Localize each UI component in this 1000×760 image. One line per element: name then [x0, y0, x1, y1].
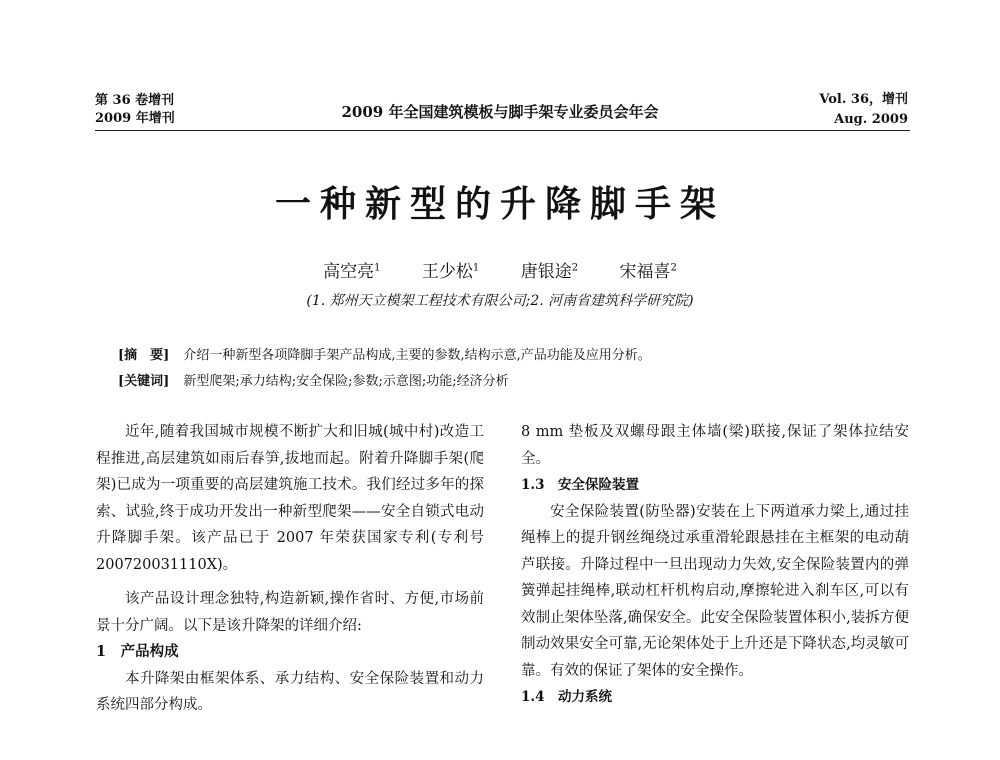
abstract-label: [摘 要] — [118, 348, 170, 363]
date-label-en: Aug. 2009 — [834, 112, 908, 127]
author: 高空亮$^1$ — [323, 262, 381, 282]
paragraph: 8 mm 垫板及双螺母跟主体墙(梁)联接,保证了架体拉结安全。 — [521, 424, 909, 467]
paragraph: 安全保险装置(防坠器)安装在上下两道承力梁上,通过挂绳棒上的提升钢丝绳绕过承重滑轮跟悬挂在主框架的电动葫芦联接。升降过程中一旦出现动力失效,安全保险装置内的弹簧弹起挂绳棒,联动杠杆机构启动,摩擦轮进入刹车区,可以有效制止架体坠落,确保安全。此安全保险装置体积小,装拆方便制动效果安全可靠,无论架体处于上升还是下降状态,均灵敏可靠。有效的保证了架体的安全操作。 — [521, 503, 909, 679]
conference-title: 2009 年全国建筑模板与脚手架专业委员会年会 — [341, 103, 659, 121]
paper-title: 一种新型的升降脚手架 — [274, 183, 725, 225]
affiliation: (1. 郑州天立模架工程技术有限公司;2. 河南省建筑科学研究院) — [306, 293, 694, 309]
author-list — [0, 257, 1000, 282]
keywords-text: 新型爬架;承力结构;安全保险;参数;示意图;功能;经济分析 — [183, 374, 509, 389]
abstract — [118, 344, 651, 363]
paragraph: 近年,随着我国城市规模不断扩大和旧城(城中村)改造工程推进,高层建筑如雨后春笋,拔地而起。附着升降脚手架(爬架)已成为一项重要的高层建筑施工技术。我们经过多年的探索、试验,终于成功开发出一种新型爬架——安全自锁式电动升降脚手架。该产品已于 2007 年荣获国家专利(专利号 200720031110X)。 — [96, 424, 484, 573]
abstract-text: 介绍一种新型各项降脚手架产品构成,主要的参数,结构示意,产品功能及应用分析。 — [183, 348, 651, 363]
paragraph: 本升降架由框架体系、承力结构、安全保险装置和动力系统四部分构成。 — [96, 670, 484, 713]
subsection-heading: 1.4 动力系统 — [521, 689, 612, 705]
volume-label: 第 36 卷增刊 — [95, 93, 175, 108]
keywords-label: [关键词] — [118, 374, 170, 389]
right-column — [521, 419, 909, 711]
paragraph: 该产品设计理念独特,构造新颖,操作省时、方便,市场前景十分广阔。以下是该升降架的详细介绍: — [96, 591, 484, 634]
section-heading: 1 产品构成 — [96, 643, 179, 660]
year-label: 2009 年增刊 — [95, 111, 175, 126]
keywords — [118, 370, 509, 389]
author: 宋福喜$^2$ — [619, 262, 677, 282]
left-column — [96, 419, 484, 719]
volume-label-en: Vol. 36，增刊 — [819, 92, 908, 107]
author: 王少松$^1$ — [421, 262, 480, 282]
subsection-heading: 1.3 安全保险装置 — [521, 477, 639, 493]
author: 唐银途$^2$ — [520, 262, 579, 282]
running-header-right — [819, 90, 908, 130]
header-divider — [95, 130, 910, 131]
